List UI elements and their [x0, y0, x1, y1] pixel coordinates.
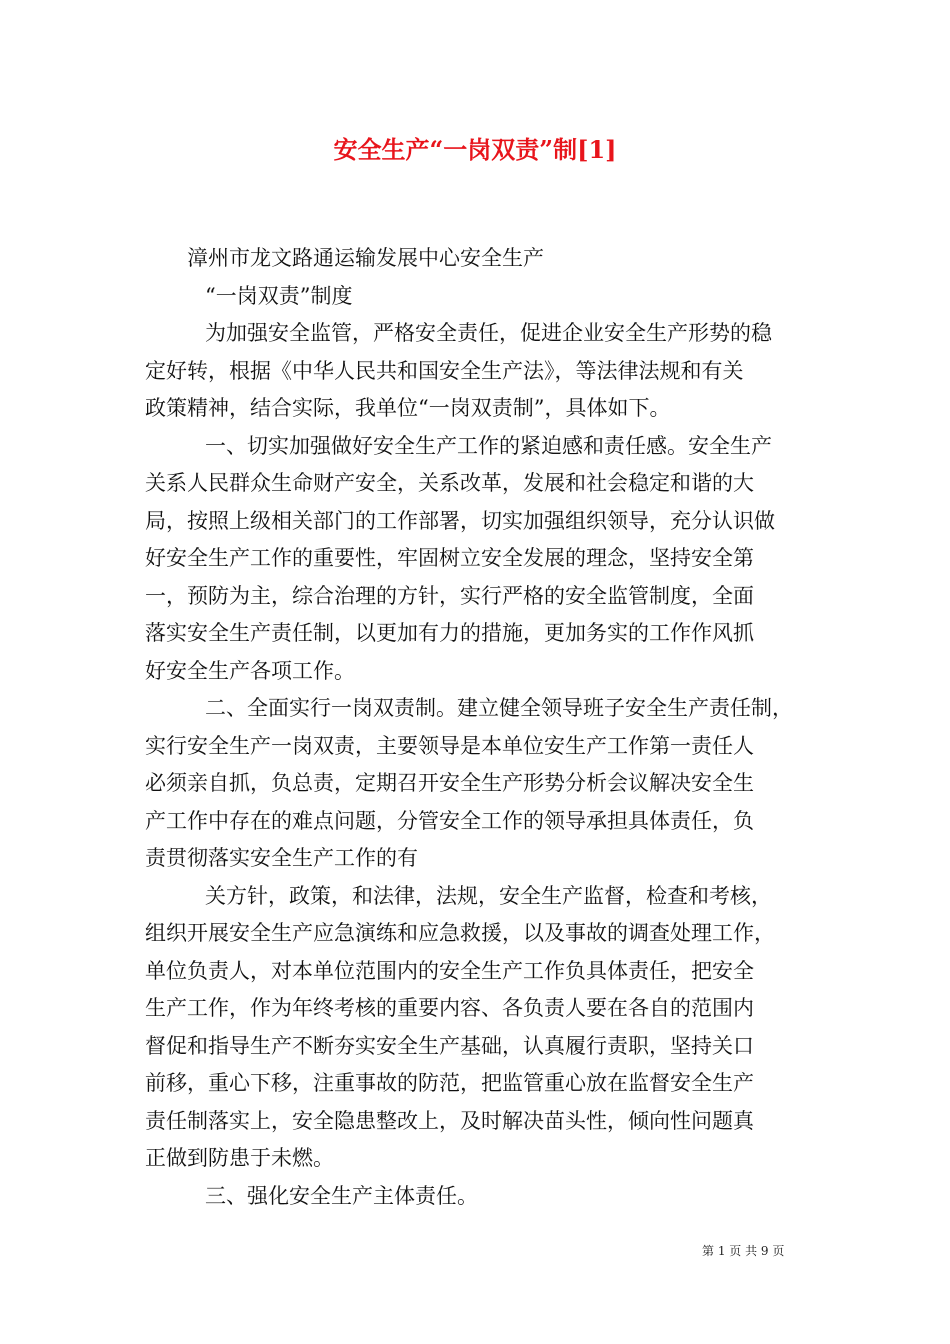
paragraph-line: 为加强安全监管，严格安全责任，促进企业安全生产形势的稳 — [205, 321, 772, 345]
document-body — [145, 240, 807, 1215]
paragraph-line: 政策精神，结合实际，我单位“一岗双责制”，具体如下。 — [145, 396, 671, 420]
paragraph-line: 前移，重心下移，注重事故的防范，把监管重心放在监督安全生产 — [145, 1071, 754, 1095]
paragraph-line: 一、切实加强做好安全生产工作的紧迫感和责任感。安全生产 — [205, 433, 772, 458]
paragraph-line: 责任制落实上，安全隐患整改上，及时解决苗头性，倾向性问题真 — [145, 1108, 754, 1133]
paragraph-line: 二、全面实行一岗双责制。建立健全领导班子安全生产责任制， — [205, 696, 793, 720]
paragraph-line: 产工作中存在的难点问题，分管安全工作的领导承担具体责任，负 — [145, 808, 754, 833]
paragraph-line: 关系人民群众生命财产安全，关系改革，发展和社会稳定和谐的大 — [145, 471, 754, 495]
section-heading: 三、强化安全生产主体责任。 — [205, 1183, 478, 1208]
paragraph-line: 必须亲自抓，负总责，定期召开安全生产形势分析会议解决安全生 — [145, 771, 754, 795]
paragraph-line: 好安全生产各项工作。 — [145, 658, 355, 683]
paragraph-line: 实行安全生产一岗双责，主要领导是本单位安生产工作第一责任人 — [145, 733, 754, 758]
paragraph-line: 正做到防患于未燃。 — [145, 1146, 334, 1170]
page-indicator: 第 1 页 共 9 页 — [702, 1244, 785, 1258]
paragraph-line: 督促和指导生产不断夯实安全生产基础，认真履行责职，坚持关口 — [145, 1033, 754, 1058]
paragraph-line: 好安全生产工作的重要性，牢固树立安全发展的理念，坚持安全第 — [145, 546, 754, 570]
paragraph-line: 责贯彻落实安全生产工作的有 — [145, 846, 418, 870]
subtitle-line-2: “一岗双责”制度 — [205, 283, 353, 308]
paragraph-line: 组织开展安全生产应急演练和应急救援，以及事故的调查处理工作， — [145, 921, 775, 945]
document-title: 安全生产“一岗双责”制[1] — [333, 135, 617, 164]
paragraph-line: 局，按照上级相关部门的工作部署，切实加强组织领导，充分认识做 — [145, 508, 775, 533]
paragraph-line: 生产工作，作为年终考核的重要内容、各负责人要在各自的范围内 — [145, 996, 754, 1020]
paragraph-line: 关方针，政策，和法律，法规，安全生产监督，检查和考核， — [205, 883, 772, 908]
paragraph-line: 单位负责人，对本单位范围内的安全生产工作负具体责任，把安全 — [145, 958, 754, 983]
paragraph-line: 定好转，根据《中华人民共和国安全生产法》，等法律法规和有关 — [145, 358, 744, 383]
paragraph-line: 落实安全生产责任制，以更加有力的措施，更加务实的工作作风抓 — [145, 621, 754, 645]
subtitle-line-1: 漳州市龙文路通运输发展中心安全生产 — [187, 246, 544, 270]
paragraph-line: 一，预防为主，综合治理的方针，实行严格的安全监管制度，全面 — [145, 583, 754, 608]
